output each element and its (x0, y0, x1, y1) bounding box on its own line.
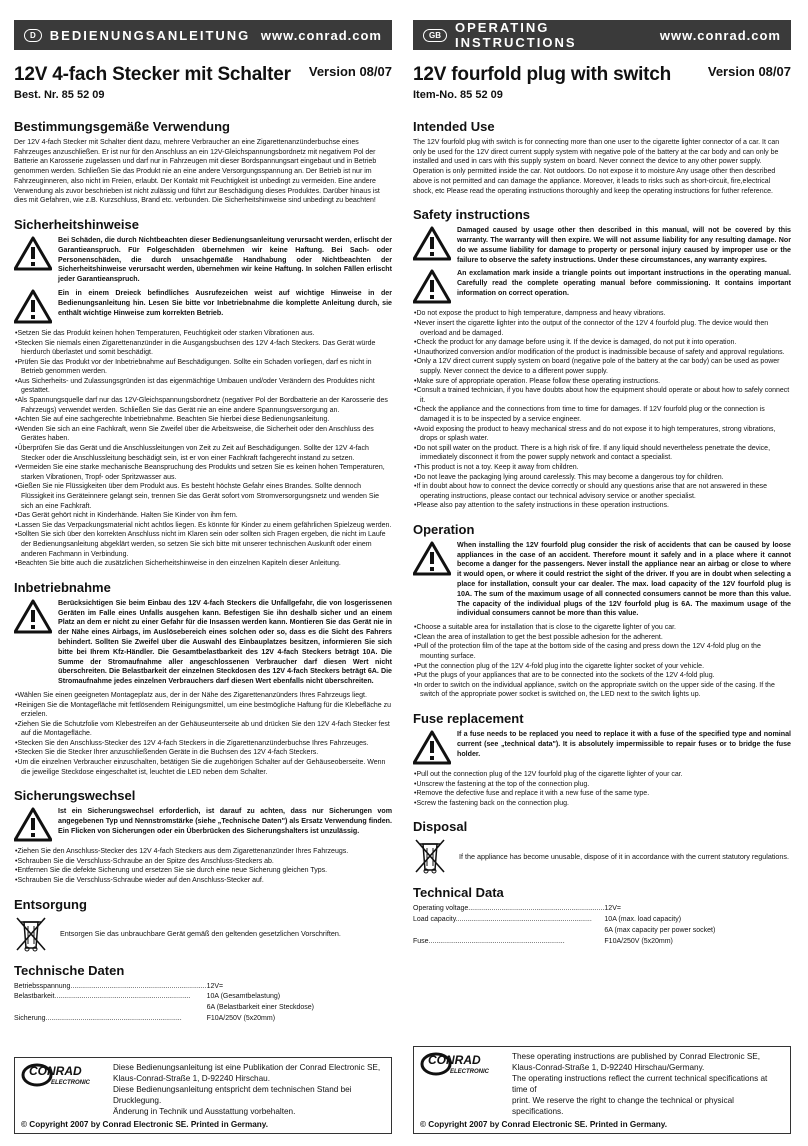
list-item: • Achten Sie auf eine sachgerechte Inbetriebnahme. Beachten Sie hierbei diese Bedienungsanleitung. (14, 415, 392, 425)
language-badge: D (24, 29, 42, 42)
footer-line: Diese Bedienungsanleitung entspricht dem technischen Stand bei Drucklegung. (113, 1085, 352, 1105)
heading-disposal: Disposal (413, 819, 468, 835)
list-item: • In order to switch on the individual appliance, switch on the appropriate switch on the upper side of the casing. If the switch of the appropriate power socket is switched on, the LED next to the switch lights up. (413, 681, 791, 700)
fuse-list (14, 847, 392, 885)
heading-intended-use: Intended Use (413, 119, 495, 134)
logo-sub: ELECTRONIC (51, 1080, 90, 1086)
list-item: • Only a 12V direct current supply system on board (negative pole of the battery at the car body) can be used as power supply. Never connect the device to a different power supply. (413, 357, 791, 376)
header-url[interactable]: www.conrad.com (659, 27, 781, 43)
list-item: • Schrauben Sie die Verschluss-Schraube an der Spitze des Anschluss-Steckers ab. (14, 857, 392, 867)
list-item: • Als Spannungsquelle darf nur das 12V-Gleichspannungsbordnetz (negativer Pol der Bordbatterie an der Karosserie des Fahrzeugs) verwendet werden. Schließen Sie das Gerät nie an eine andere Spannungsversorgung an. (14, 396, 392, 415)
heading-fuse: Sicherungswechsel (14, 788, 136, 804)
list-item: • Unauthorized conversion and/or modification of the product is inadmissible because of safety and approval regulations. (413, 348, 791, 358)
spec-value: 10A (max. load capacity) (604, 916, 682, 924)
header-title: OPERATING INSTRUCTIONS (455, 20, 577, 50)
warning-icon (14, 599, 52, 635)
crossed-bin-icon (14, 916, 52, 952)
warning-text: If a fuse needs to be replaced you need to replace it with a fuse of the specified type and nominal current (see „technical data"). It is absolutely impermissible to repair fuses or to bridge the fuse holder. (457, 730, 791, 758)
spec-value: 12V= (604, 905, 621, 913)
footer-line: print. We reserve the right to change the technical or physical specifications. (512, 1096, 734, 1116)
order-number: Best. Nr. 85 52 09 (14, 89, 105, 101)
spec-label (413, 926, 604, 937)
footer-line: The operating instructions reflect the current technical specifications at time of (512, 1074, 768, 1094)
order-number: Item-No. 85 52 09 (413, 89, 503, 101)
conrad-logo (21, 1062, 105, 1088)
list-item: • Wenden Sie sich an eine Fachkraft, wenn Sie Zweifel über die Arbeitsweise, die Sicherheit oder den Anschluss des Gerätes haben. (14, 425, 392, 444)
warning-text: An exclamation mark inside a triangle points out important instructions in the operating manual. Carefully read the complete operating manual before commissioning. It contains important information on correct operation. (457, 269, 791, 297)
list-item: • Avoid exposing the product to heavy mechanical stress and do not expose it to high temperatures, strong vibrations, drops or splash water. (413, 425, 791, 444)
leader-dots: ...................................................................... (54, 993, 191, 1001)
conrad-logo (420, 1051, 504, 1077)
spec-label (14, 1014, 207, 1025)
spec-value: 6A (Belastbarkeit einer Steckdose) (206, 1004, 314, 1012)
list-item: • Aus Sicherheits- und Zulassungsgründen ist das eigenmächtige Umbauen und/oder Verändern des Produktes nicht gestattet. (14, 377, 392, 396)
operation-list (413, 623, 791, 700)
spec-label (413, 915, 604, 926)
heading-safety: Sicherheitshinweise (14, 216, 139, 232)
safety-list (14, 329, 392, 569)
spec-label (14, 1003, 207, 1014)
spec-label-text: Operating voltage (413, 905, 469, 913)
safety-list (413, 309, 791, 510)
spec-label-text: Belastbarkeit (14, 993, 55, 1001)
list-item: • Choose a suitable area for installation that is close to the cigarette lighter of you car. (413, 623, 791, 633)
heading-intended-use: Bestimmungsgemäße Verwendung (14, 119, 230, 134)
heading-safety: Safety instructions (413, 207, 531, 223)
warning-icon (413, 541, 451, 577)
spec-label-text: Betriebsspannung (14, 982, 71, 990)
warning-icon (14, 289, 52, 325)
list-item: • Das Gerät gehört nicht in Kinderhände. Halten Sie Kinder von ihm fern. (14, 511, 392, 521)
footer-line: Klaus-Conrad-Straße 1, D-92240 Hirschau/Germany. (512, 1063, 705, 1072)
spec-label (413, 937, 604, 948)
spec-label-text: Fuse (413, 937, 429, 945)
list-item: • Sollten Sie sich über den korrekten Anschluss nicht im Klaren sein oder sollten sich Fragen ergeben, die nicht im Laufe der Bedienungsanleitung abgeklärt werden, so setzen Sie sich bitte mit unserer technischen Auskunft oder einem anderen Fachmann in Verbindung. (14, 530, 392, 559)
warning-icon (413, 226, 451, 262)
list-item: • Setzen Sie das Produkt keinen hohen Temperaturen, Feuchtigkeit oder starken Vibrationen aus. (14, 329, 392, 339)
list-item: • Never insert the cigarette lighter into the output of the connector of the 12V 4 fourfold plug. The device would then overload and be damaged. (413, 319, 791, 338)
list-item: • Gießen Sie nie Flüssigkeiten über dem Produkt aus. Es besteht höchste Gefahr eines Brandes. Sollte dennoch Flüssigkeit ins Geräteinnere gelangt sein, trennen Sie das Gerät sofort vom Stromversorgungsnetz und wenden Sie sich an eine Fachkraft. (14, 482, 392, 511)
warning-icon (14, 236, 52, 272)
warning-text: Ein in einem Dreieck befindliches Ausrufezeichen weist auf wichtige Hinweise in der Bedienungsanleitung hin. Lesen Sie bitte vor Inbetriebnahme die komplette Anleitung durch, sie enthält wichtige Hinweise zum korrekten Betrieb. (58, 288, 392, 317)
warning-icon (413, 269, 451, 305)
list-item: • Do not expose the product to high temperature, dampness and heavy vibrations. (413, 309, 791, 319)
list-item: • Stecken Sie den Anschluss-Stecker des 12V 4-fach Steckers in die Zigarettenanzünderbuchse Ihres Fahrzeuges. (14, 739, 392, 749)
list-item: • Stecken Sie die Stecker Ihrer anzuschließenden Geräte in die Buchsen des 12V 4-fach Steckers. (14, 748, 392, 758)
disposal-text: Entsorgen Sie das unbrauchbare Gerät gemäß den geltenden gesetzlichen Vorschriften. (60, 929, 341, 939)
intended-use-text: Der 12V 4-fach Stecker mit Schalter dient dazu, mehrere Verbraucher an eine Zigarettenanzünderbuchse eines Fahrzeuges anzuschließen. Er ist nur für den Anschluss an ein 12V-Gleichspannungsbordnetz mit negativem Pol der Batterie an Karosserie zugelassen und darf nur in Fahrzeugen mit dieser Bordspannungsart eingebaut und in Betrieb genommen werden. Schließen Sie das Produkt nie an eine andere Versorgungsspannung an. Der Betrieb ist nur im Fahrzeuginneren, also nicht im Freien, erlaubt. Der Kontakt mit Feuchtigkeit ist unbedingt zu vermeiden. Eine andere Verwendung als zuvor beschrieben ist nicht zulässig und führt zur Beschädigung dieses Produktes. Darüber hinaus ist dies mit Gefahren, wie z.B. Kurzschluss, Brand etc. verbunden. Die Sicherheitshinweise sind unbedingt zu beachten! (14, 139, 380, 205)
logo-brand: CONRAD (428, 1053, 481, 1067)
list-item: • Consult a trained technician, if you have doubts about how the equipment should operate or about how to safely connect it. (413, 386, 791, 405)
list-item: • Make sure of appropriate operation. Please follow these operating instructions. (413, 377, 791, 387)
warning-icon (14, 807, 52, 843)
list-item: • Vermeiden Sie eine starke mechanische Beanspruchung des Produkts und setzen Sie es keinen hohen Temperaturen, starken Vibrationen, Tropf- oder Spritzwasser aus. (14, 463, 392, 482)
table-row (413, 937, 715, 948)
heading-operation: Inbetriebnahme (14, 579, 111, 595)
list-item: • Put the plugs of your appliances that are to be connected into the sockets of the 12V 4-fold plug. (413, 671, 791, 681)
operation-list (14, 691, 392, 777)
logo-brand: CONRAD (29, 1064, 82, 1078)
disposal-text: If the appliance has become unusable, dispose of it in accordance with the current statutory regulations. (459, 851, 790, 861)
leader-dots: ...................................................................... (428, 937, 565, 945)
spec-label (14, 982, 207, 993)
heading-technical-data: Technische Daten (14, 962, 125, 978)
table-row (14, 1014, 314, 1025)
spec-value: 6A (max capacity per power socket) (604, 926, 716, 934)
list-item: • This product is not a toy. Keep it away from children. (413, 463, 791, 473)
footer-line: Klaus-Conrad-Straße 1, D-92240 Hirschau. (113, 1074, 270, 1083)
spec-label-text: Sicherung (14, 1015, 46, 1023)
page-title: 12V fourfold plug with switch (413, 64, 672, 85)
column-english (413, 20, 791, 1134)
list-item: • Clean the area of installation to get the best possible adhesion for the adherent. (413, 633, 791, 643)
footer (413, 1046, 791, 1134)
list-item: • Put the connection plug of the 12V 4-fold plug into the cigarette lighter socket of your vehicle. (413, 662, 791, 672)
leader-dots: ...................................................................... (455, 916, 592, 924)
language-badge: GB (423, 29, 447, 42)
footer-line: Änderung in Technik und Ausstattung vorbehalten. (113, 1107, 296, 1116)
list-item: • Do not leave the packaging lying around carelessly. This may become a dangerous toy for children. (413, 473, 791, 483)
list-item: • Check the product for any damage before using it. If the device is damaged, do not put it into operation. (413, 338, 791, 348)
list-item: • Wählen Sie einen geeigneten Montageplatz aus, der in der Nähe des Zigarettenanzünders Ihres Fahrzeugs liegt. (14, 691, 392, 701)
warning-text: When installing the 12V fourfold plug consider the risk of accidents that can be caused by loose appliances in the case of an accident. Therefore mount it safely and in a place where it cannot become a danger for the passengers. Never install the appliance near an airbag or close to where it would open, or where it could restrict the sight of the driver. If you are in doubt when selecting a place for installation, consult your car dealer. The max. load capacity of the 12V fourfold plug is 10A. The sum of the maximum usage of all connected consumers cannot be more than this value. The capacity of the individual plugs of the 12V fourfold plug is 6A. The maximum usage of the individual consumers cannot be more than this value. (457, 540, 791, 618)
logo-sub: ELECTRONIC (450, 1069, 489, 1075)
list-item: • Do not spill water on the product. There is a high risk of fire. If any liquid should nevertheless penetrate the device, immediately disconnect it from the power supply network and contact a specialist. (413, 444, 791, 463)
version: Version 08/07 (308, 64, 392, 79)
spec-label (14, 992, 207, 1003)
footer-line: These operating instructions are published by Conrad Electronic SE, (512, 1052, 761, 1061)
list-item: • Check the appliance and the connections from time to time for damages. If 12V fourfold plug or the connection is damaged it is to be inspected by a service engineer. (413, 405, 791, 424)
list-item: • Pull of the protection film of the tape at the bottom side of the casing and press down the 12V 4-fold plug on the mounting surface. (413, 642, 791, 661)
list-item: • Um die einzelnen Verbraucher einzuschalten, betätigen Sie die zugehörigen Schalter auf der Gehäuseoberseite. Wenn die jeweilige Steckdose eingeschaltet ist, leuchtet die LED neben dem Schalter. (14, 758, 392, 777)
table-row (413, 915, 715, 926)
spec-label (413, 904, 604, 915)
spec-value: F10A/250V (5x20mm) (206, 1015, 276, 1023)
leader-dots: ...................................................................... (45, 1015, 182, 1023)
spec-label-text: Load capacity (413, 916, 456, 924)
footer (14, 1057, 392, 1134)
copyright: © Copyright 2007 by Conrad Electronic SE. Printed in Germany. (21, 1120, 269, 1129)
list-item: • Remove the defective fuse and replace it with a new fuse of the same type. (413, 789, 791, 799)
spec-value: 12V= (206, 982, 224, 990)
warning-text: Berücksichtigen Sie beim Einbau des 12V 4-fach Steckers die Unfallgefahr, die von losgerissenen Geräten im Falle eines Unfalls ausgehen kann. Befestigen Sie ihn deshalb sicher und an einem Platz an dem er nicht zu einer Gefahr für die Insassen werden kann. Montieren Sie das Gerät nie in der Nähe eines Airbags, im Auslösebereich eines solchen oder so, dass es die Sicht des Fahrers behindert. Sollten Sie Zweifel über die Auswahl des Einbauplatzes besitzen, informieren Sie sich bitte bei Ihrem Kfz-Händler. Die Gesamtbelastbarkeit des 12V 4-fach Steckers beträgt 10A. Die Summe der Stromaufnahme aller angeschlossenen Verbraucher darf diesen Wert nicht überschreiten. Die Belastbarkeit der einzelnen Steckdosen des 12V 4-fach Steckers beträgt 6A. Die Stromaufnahme jedes einzelnen Verbrauchers darf diesen Wert ebenfalls nicht überschreiten. (58, 598, 392, 686)
warning-text: Bei Schäden, die durch Nichtbeachten dieser Bedienungsanleitung verursacht werden, erlischt der Garantieanspruch. Für Folgeschäden übernehmen wir keine Haftung. Bei Sach- oder Personenschäden, die durch unsachgemäße Handhabung oder Nichtbeachten der Sicherheitshinweise verursacht werden, übernehmen wir keine Haftung. In solchen Fällen erlischt jeder Garantieanspruch. (58, 235, 392, 284)
technical-data-table (413, 904, 715, 947)
footer-line: Diese Bedienungsanleitung ist eine Publikation der Conrad Electronic SE, (113, 1063, 381, 1072)
version: Version 08/07 (707, 64, 791, 79)
list-item: • If in doubt about how to connect the device correctly or should any questions arise that are not answered in these operating instructions, please contact our technical advisory service or another specialist. (413, 482, 791, 501)
heading-technical-data: Technical Data (413, 885, 504, 901)
list-item: • Schrauben Sie die Verschluss-Schraube wieder auf den Anschluss-Stecker auf. (14, 876, 392, 886)
list-item: • Unscrew the fastening at the top of the connection plug. (413, 780, 791, 790)
table-row (413, 904, 715, 915)
intended-use-text: The 12V fourfold plug with switch is for connecting more than one user to the cigarette lighter connector of a car. It can only be used for the 12V direct current supply system with negative pole of the battery at the car body and can only be installed and used in cars with this supply system on board. Never connect the device to any other power supply. Operation is only permitted inside the car. Not outdoors. Do not expose it to moisture Any usage other then described above is not permitted and can damage the appliance. Moreover, it leads to risks such as short-circuit, fire,electrical shock, etc Please read the operating instructions thoroughly and keep the operating instructions for futher reference. (413, 139, 780, 195)
column-german (14, 20, 392, 1134)
table-row (14, 992, 314, 1003)
list-item: • Entfernen Sie die defekte Sicherung und ersetzen Sie sie durch eine neue Sicherung gleichen Typs. (14, 866, 392, 876)
list-item: • Lassen Sie das Verpackungsmaterial nicht achtlos liegen. Es könnte für Kinder zu einem gefährlichen Spielzeug werden. (14, 521, 392, 531)
list-item: • Reinigen Sie die Montagefläche mit fettlösendem Reinigungsmittel, um eine bestmögliche Haftung für die Klebefläche zu erzielen. (14, 701, 392, 720)
header-title: BEDIENUNGSANLEITUNG (49, 27, 251, 43)
leader-dots: ...................................................................... (468, 905, 605, 913)
spec-value: 10A (Gesamtbelastung) (206, 993, 281, 1001)
list-item: • Beachten Sie bitte auch die zusätzlichen Sicherheitshinweise in den einzelnen Kapiteln dieser Anleitung. (14, 559, 392, 569)
leader-dots: ...................................................................... (70, 982, 207, 990)
heading-fuse: Fuse replacement (413, 711, 524, 726)
header-bar (14, 20, 392, 50)
crossed-bin-icon (413, 838, 451, 874)
heading-operation: Operation (413, 521, 475, 537)
fuse-list (413, 770, 791, 808)
table-row (413, 926, 715, 937)
list-item: • Ziehen Sie den Anschluss-Stecker des 12V 4-fach Steckers aus dem Zigarettenanzünder Ihres Fahrzeugs. (14, 847, 392, 857)
warning-text: Ist ein Sicherungswechsel erforderlich, ist darauf zu achten, dass nur Sicherungen vom angegebenen Typ und Nennstromstärke (siehe „Technische Daten") als Ersatz Verwendung finden. Ein Flicken von Sicherungen oder ein Überbrücken des Sicherungshalters ist unzulässig. (58, 807, 392, 835)
list-item: • Pull out the connection plug of the 12V fourfold plug of the cigarette lighter of your car. (413, 770, 791, 780)
spec-value: F10A/250V (5x20mm) (604, 937, 673, 945)
heading-disposal: Entsorgung (14, 896, 87, 912)
header-bar (413, 20, 791, 50)
header-url[interactable]: www.conrad.com (260, 27, 382, 43)
list-item: • Stecken Sie niemals einen Zigarettenanzünder in die Ausgangsbuchsen des 12V 4-fach Steckers. Das Gerät würde hierdurch überlastet und somit beschädigt. (14, 339, 392, 358)
table-row (14, 1003, 314, 1014)
list-item: • Prüfen Sie das Produkt vor der Inbetriebnahme auf Beschädigungen. Sollte ein Schaden vorliegen, darf es nicht in Betrieb genommen werden. (14, 358, 392, 377)
list-item: • Ziehen Sie die Schutzfolie vom Klebestreifen an der Gehäuseunterseite ab und drücken Sie den 12V 4-fach Stecker fest auf die Montagefläche. (14, 720, 392, 739)
list-item: • Please also pay attention to the safety instructions in these operation instructions. (413, 501, 791, 511)
table-row (14, 982, 314, 993)
copyright: © Copyright 2007 by Conrad Electronic SE. Printed in Germany. (420, 1120, 668, 1129)
technical-data-table (14, 982, 314, 1025)
list-item: • Überprüfen Sie das Gerät und die Anschlussleitungen von Zeit zu Zeit auf Beschädigungen. Sollte der 12V 4-fach Stecker oder die Anschlussleitung beschädigt sein, ist er von einer Fachkraft fachgerecht instand zu setzen. (14, 444, 392, 463)
page-title: 12V 4-fach Stecker mit Schalter (14, 64, 291, 85)
list-item: • Screw the fastening back on the connection plug. (413, 799, 791, 809)
warning-text: Damaged caused by usage other then described in this manual, will not be covered by this warranty. The warranty will then expire. We will not assume liability for any resulting damage. Nor do we assume liability for damage to property or personal injury caused by improper use or the failure to observe the safety instructions. Under these circumstances, any warranty expires. (457, 226, 791, 264)
warning-icon (413, 730, 451, 766)
